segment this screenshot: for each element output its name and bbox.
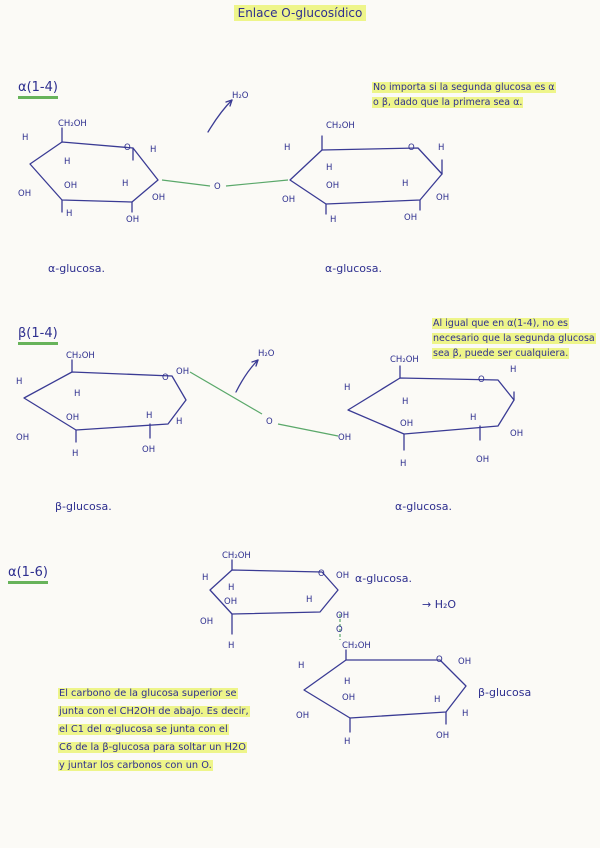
caption-alpha-left: α-glucosa. [48,262,105,275]
atom-h-a2: H [22,133,29,143]
atom-o-b5: O [478,375,485,385]
atom-oh-b2: OH [66,413,80,423]
atom-h-b5: H [72,449,79,459]
atom-oh-c6: OH [342,693,356,703]
section-label-alpha-1-4: α(1-4) [18,80,58,95]
atom-h-b7: H [344,383,351,393]
atom-h-c9: H [344,737,351,747]
atom-oh-c3: OH [200,617,214,627]
atom-h-c5: H [298,661,305,671]
atom-h-a9: H [402,179,409,189]
atom-o-a1: O [124,143,131,153]
atom-oh-a4: OH [126,215,140,225]
atom-o-c5: O [436,655,443,665]
atom-ch2oh-a1: CH₂OH [58,119,87,129]
atom-oh-b6: OH [400,419,414,429]
atom-h-a7: H [284,143,291,153]
atom-o-bridge-a: O [214,182,221,192]
atom-oh-a3: OH [152,193,166,203]
atom-h-b9: H [470,413,477,423]
atom-ch2oh-c5: CH₂OH [342,641,371,651]
section-label-beta-1-4: β(1-4) [18,326,58,341]
atom-h-a3: H [64,157,71,167]
atom-h-a5: H [66,209,73,219]
atom-oh-a8: OH [404,213,418,223]
atom-h-a4: H [122,179,129,189]
note-alpha: No importa si la segunda glucosa es α o β, dado que la primera sea α. [373,82,555,108]
atom-oh-c7: OH [296,711,310,721]
atom-h-c7: H [434,695,441,705]
atom-ch2oh-b1: CH₂OH [66,351,95,361]
page-title: Enlace O-glucosídico [0,6,600,20]
caption-alpha-1-6-bottom: β-glucosa [478,686,532,699]
atom-h-a1: H [150,145,157,155]
atom-h-b3: H [146,411,153,421]
atom-oh-c2: OH [224,597,238,607]
atom-o-bridge-c: O [336,625,343,635]
atom-o-c1: O [318,569,325,579]
atom-h-a6: H [438,143,445,153]
atom-oh-b4: OH [142,445,156,455]
caption-beta-left: β-glucosa. [55,500,112,513]
atom-oh-a7: OH [436,193,450,203]
ring-beta-right [348,378,514,434]
atom-h-c2: H [228,583,235,593]
atom-o-bridge-b: O [266,417,273,427]
atom-oh-a6: OH [326,181,340,191]
atom-ch2oh-a5: CH₂OH [326,121,355,131]
atom-h-a8: H [326,163,333,173]
atom-oh-c5: OH [458,657,472,667]
caption-beta-right: α-glucosa. [395,500,452,513]
ring-alpha-left [30,142,158,202]
atom-ch2oh-c1: CH₂OH [222,551,251,561]
atom-oh-b5: OH [338,433,352,443]
atom-oh-a1: OH [18,189,32,199]
atom-oh-c1: OH [336,571,350,581]
note-alpha-1-6: El carbono de la glucosa superior se junta con el CH2OH de abajo. Es decir, el C1 del α-glucosa se junta con el C6 de la β-glucosa para soltar un H2O y juntar los carbonos con un O. [59,688,249,771]
atom-h-b1: H [16,377,23,387]
caption-alpha-1-6-top: α-glucosa. [355,572,412,585]
section-label-alpha-1-6: α(1-6) [8,565,48,580]
atom-oh-a2: OH [64,181,78,191]
atom-h-b8: H [402,397,409,407]
atom-h-a10: H [330,215,337,225]
note-beta: Al igual que en α(1-4), no es necesario que la segunda glucosa sea β, puede ser cualquiera. [433,318,595,359]
atom-h2o-a: H₂O [232,91,249,101]
atom-oh-c8: OH [436,731,450,741]
atom-h-c6: H [344,677,351,687]
atom-h-b10: H [400,459,407,469]
atom-o-b1: O [162,373,169,383]
atom-h-c4: H [228,641,235,651]
atom-h2o-b: H₂O [258,349,275,359]
atom-oh-c4: OH [336,611,350,621]
atom-h-b2: H [74,389,81,399]
atom-oh-b1: OH [176,367,190,377]
atom-h-b4: H [176,417,183,427]
atom-h-c3: H [306,595,313,605]
atom-h-c8: H [462,709,469,719]
ring-alpha-right [290,148,442,204]
atom-ch2oh-b5: CH₂OH [390,355,419,365]
atom-oh-b8: OH [476,455,490,465]
caption-alpha-right: α-glucosa. [325,262,382,275]
atom-oh-b7: OH [510,429,524,439]
atom-o-a5: O [408,143,415,153]
atom-h-b6: H [510,365,517,375]
atom-oh-a5: OH [282,195,296,205]
water-release-alpha-1-6: → H₂O [422,598,457,611]
atom-h-c1: H [202,573,209,583]
atom-oh-b3: OH [16,433,30,443]
